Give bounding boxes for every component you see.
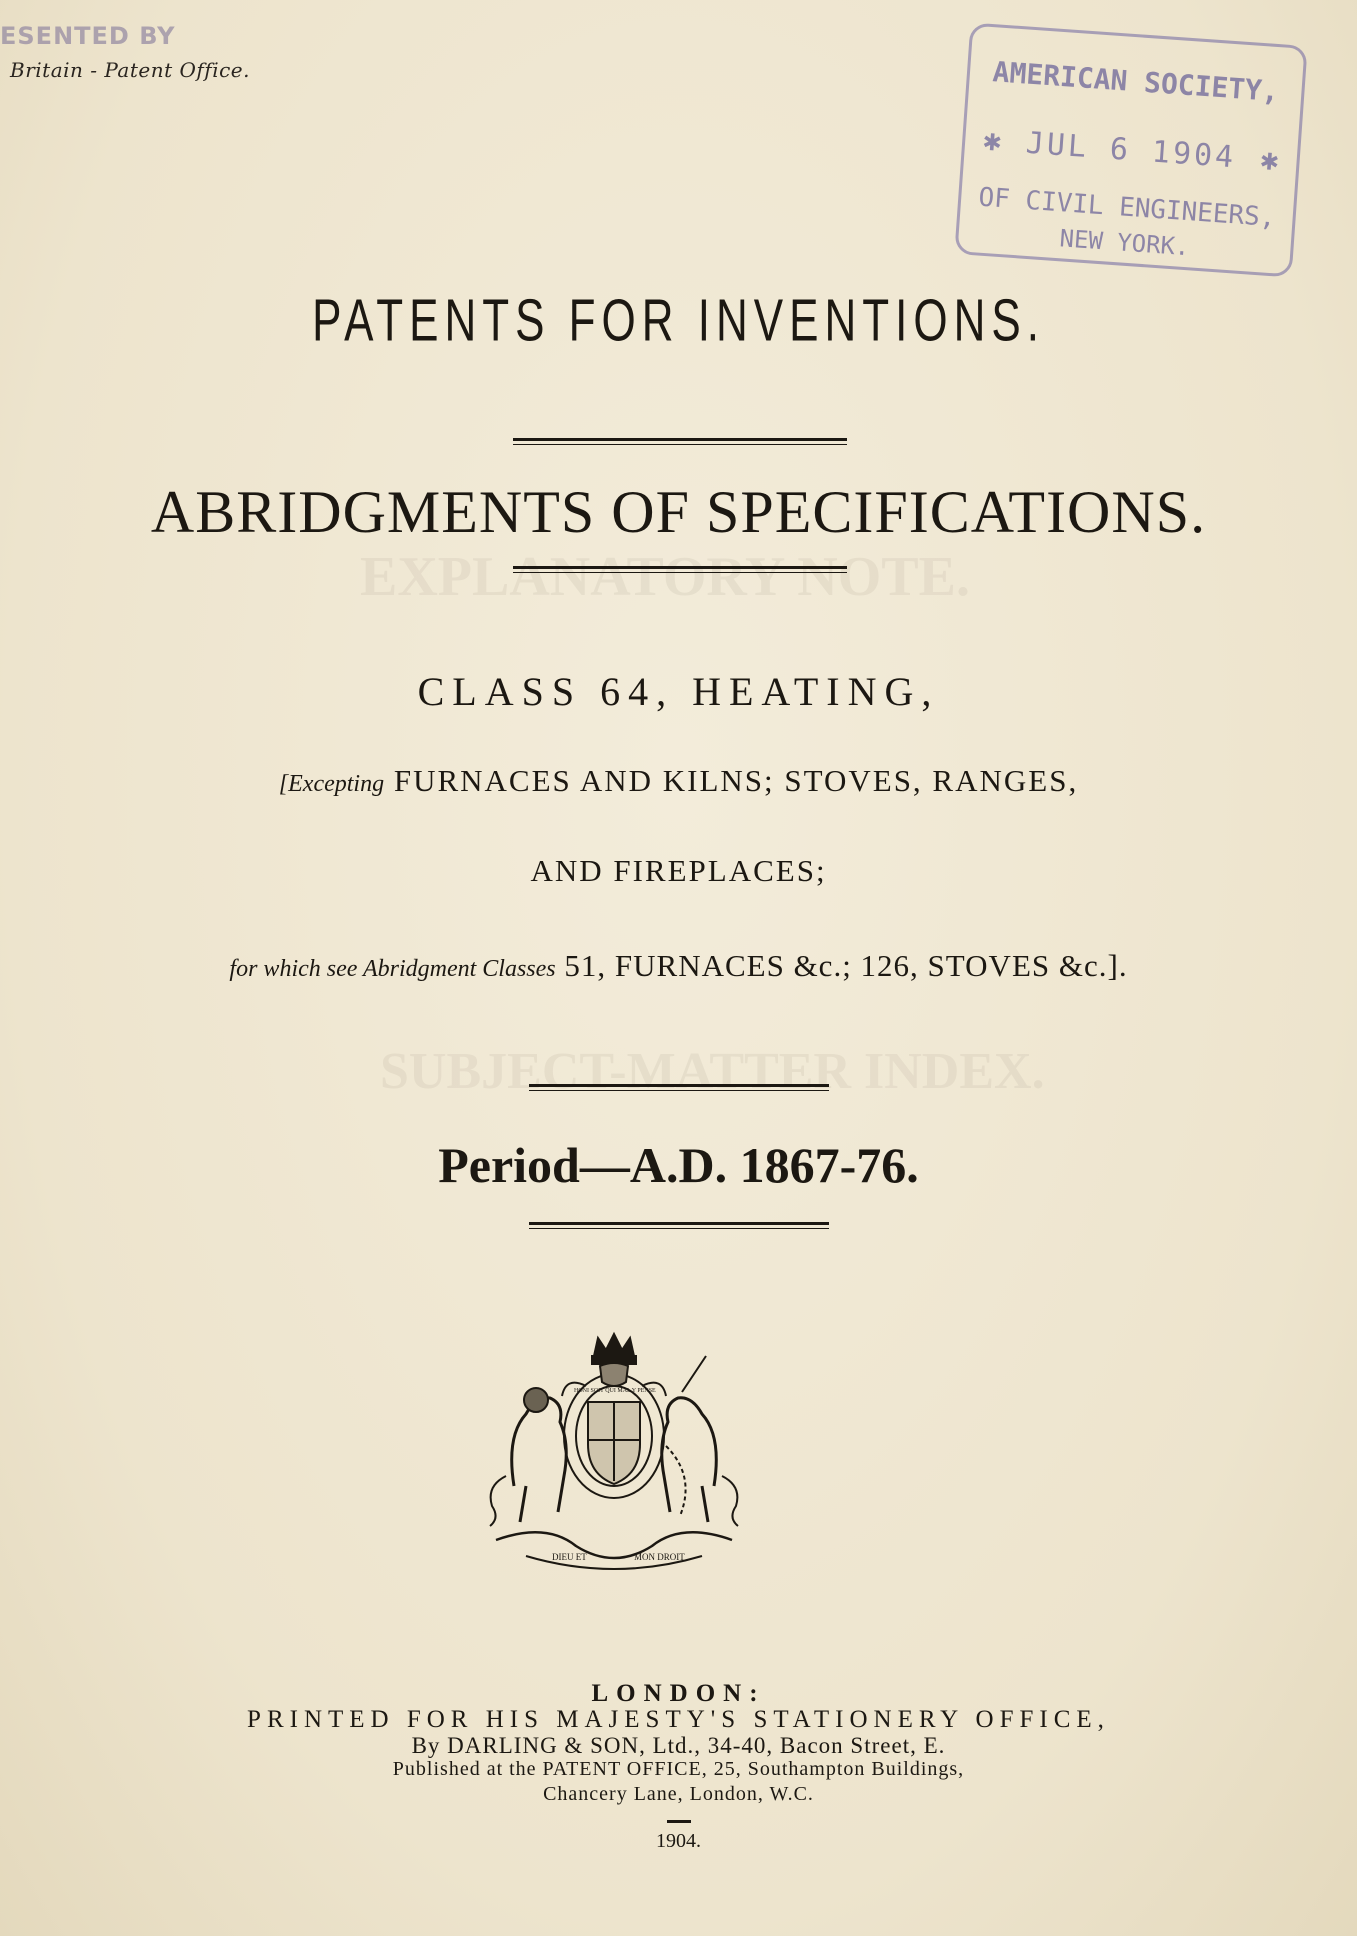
presented-by-stamp: ESENTED BY xyxy=(0,22,176,50)
imprint-address: Chancery Lane, London, W.C. xyxy=(543,1783,814,1805)
see-prefix: for which see Abridgment Classes xyxy=(229,956,556,982)
show-through-text: EXPLANATORY NOTE. xyxy=(360,546,970,608)
period-heading xyxy=(0,1136,1357,1194)
divider xyxy=(513,438,847,445)
stamp-date: JUL 6 1904 xyxy=(1024,125,1238,176)
imprint-printed-for: PRINTED FOR HIS MAJESTY'S STATIONERY OFFICE, xyxy=(247,1706,1110,1733)
asterisk-icon: ✱ xyxy=(982,122,1003,159)
divider xyxy=(529,1084,829,1091)
excepting-line xyxy=(0,763,1357,799)
divider xyxy=(529,1222,829,1229)
imprint-city: LONDON: xyxy=(591,1680,766,1707)
stamp-line-society: AMERICAN SOCIETY, xyxy=(991,55,1280,109)
divider xyxy=(513,566,847,573)
handwritten-note: Britain - Patent Office. xyxy=(10,58,250,82)
page-title: PATENTS FOR INVENTIONS. xyxy=(312,288,1045,355)
royal-coat-of-arms-icon xyxy=(466,1326,762,1578)
motto-right: MON DROIT xyxy=(634,1552,685,1562)
class-heading: CLASS 64, HEATING, xyxy=(417,669,940,714)
motto-left: DIEU ET xyxy=(552,1552,587,1562)
excepting-prefix: [Excepting xyxy=(278,771,385,797)
period-dates: —A.D. 1867-76. xyxy=(579,1137,919,1193)
stamp-line-city: NEW YORK. xyxy=(1058,224,1191,262)
excepting-text: FURNACES AND KILNS; STOVES, RANGES, xyxy=(393,763,1079,798)
imprint-published: Published at the PATENT OFFICE, 25, Southampton Buildings, xyxy=(392,1758,965,1780)
show-through-text: SUBJECT-MATTER INDEX. xyxy=(380,1043,1045,1100)
asterisk-icon: ✱ xyxy=(1259,142,1280,179)
see-classes-line xyxy=(0,948,1357,984)
document-heading: ABRIDGMENTS OF SPECIFICATIONS. xyxy=(150,479,1207,545)
fireplaces-line: AND FIREPLACES; xyxy=(530,853,827,888)
short-rule xyxy=(667,1820,691,1823)
imprint-printer: By DARLING & SON, Ltd., 34-40, Bacon Street, E. xyxy=(411,1733,946,1758)
period-word: Period xyxy=(438,1137,580,1193)
garter-motto: HONI SOIT QUI MAL Y PENSE xyxy=(574,1388,656,1394)
imprint-year: 1904. xyxy=(656,1830,701,1852)
library-stamp xyxy=(954,22,1307,277)
see-text: 51, FURNACES &c.; 126, STOVES &c.]. xyxy=(564,948,1128,983)
stamp-line-engineers: OF CIVIL ENGINEERS, xyxy=(977,182,1277,234)
